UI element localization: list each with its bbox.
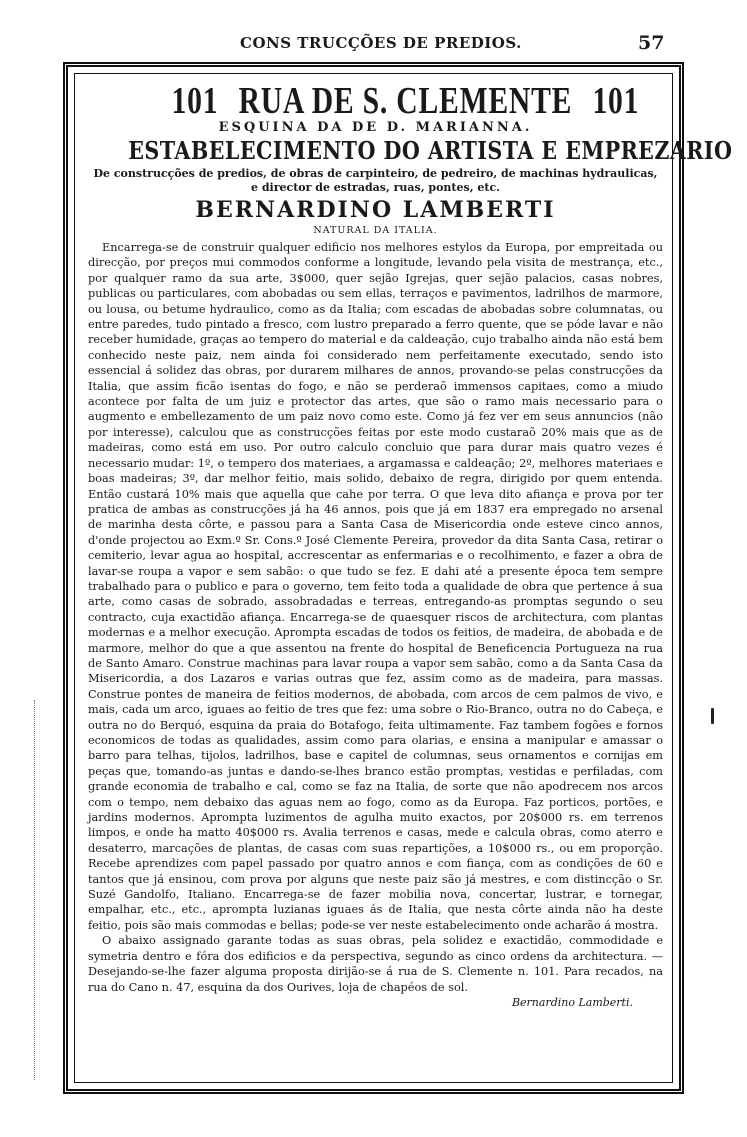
- establishment-description: De construcções de predios, de obras de carpinteiro, de pedreiro, de machinas hydraulicas, e director de estradas, ruas, pontes, etc.: [93, 167, 658, 194]
- running-head-title: CONS TRUCÇÕES DE PREDIOS.: [240, 34, 522, 52]
- advert-frame: [63, 62, 733, 1094]
- page-number: 57: [638, 32, 665, 54]
- margin-speckle: [34, 700, 36, 1080]
- advert-content: [88, 80, 733, 1077]
- running-head: [0, 34, 747, 56]
- address-heading: [151, 80, 640, 122]
- establishment-heading: ESTABELECIMENTO DO ARTISTA E EMPREZARIO: [128, 136, 733, 165]
- signature: Bernardino Lamberti.: [511, 995, 633, 1009]
- address-number-right: 101: [592, 80, 640, 122]
- address-number-left: 101: [171, 80, 219, 122]
- advert-body: [88, 240, 663, 995]
- address-street: RUA DE S. CLEMENTE: [238, 80, 573, 122]
- body-paragraph-1: Encarrega-se de construir qualquer edificio nos melhores estylos da Europa, por empreitada ou direcção, por preços mui commodos conforme a longitude, levando pela visita de mestrança, etc., por qualquer ramo da sua arte, 3$000, quer sejão Igrejas, quer sejão palacios, casas nobres, publicas ou particulares, com abobadas ou sem ellas, terraços e pavimentos, ladrilhos de marmore, ou lousa, ou betume hydraulico, como as da Italia; com escadas de abobadas sobre columnatas, ou entre paredes, tudo pintado a fresco, com lustro preparado a ferro quente, que se póde lavar e não receber humidade, graças ao tempero do material e da caldeação, cujo trabalho ainda não está bem conhecido neste paiz, nem ainda foi considerado nem perfeitamente executado, sendo isto essencial á solidez das obras, por durarem milhares de annos, provando-se pelas construcções da Italia, que assim ficão isentas do fogo, e não se perderaõ immensos capitaes, como a miudo acontece por falta de um juiz e protector das artes, que são o ramo mais necessario para o augmento e embellezamento de um paiz novo como este. Como já fez ver em seus annuncios (não por interesse), calculou que as construcções feitas por este modo custaraõ 20% mais que as de madeiras, como está em uso. Por outro calculo concluio que para durar mais quatro vezes é necessario mudar: 1º, o tempero dos materiaes, a argamassa e caldeação; 2º, melhores materiaes e boas madeiras; 3º, dar melhor feitio, mais solido, debaixo de regra, dirigido por quem entenda. Então custará 10% mais que aquella que cahe por terra. O que leva dito afiança e prova por ter pratica de ambas as construcções já ha 46 annos, pois que já em 1837 era empregado no arsenal de marinha desta côrte, e passou para a Santa Casa de Misericordia onde esteve cinco annos, d'onde projectou ao Exm.º Sr. Cons.º José Clemente Pereira, provedor da dita Santa Casa, retirar o cemiterio, levar agua ao hospital, accrescentar as enfermarias e o recolhimento, e fazer a obra de lavar-se roupa a vapor e sem sabão: o que tudo se fez. E dahi até a presente época tem sempre trabalhado para o publico e para o governo, tem feito toda a qualidade de obra que pertence á sua arte, como casas de sobrado, assobradadas e terreas, entregando-as promptas segundo o seu contracto, cuja exactidão afiança. Encarrega-se de quaesquer riscos de architectura, com plantas modernas e a melhor execução. Apromptа escadas de todos os feitios, de madeira, de abobada e de marmore, melhor do que a que assentou na frente do hospital de Beneficencia Portugueza na rua de Santo Amaro. Construe machinas para lavar roupa a vapor sem sabão, como a da Santa Casa da Misericordia, a dos Lazaros e varias outras que fez, assim como as de madeira, para massas. Construe pontes de maneira de feitios modernos, de abobada, com arcos de cem palmos de vivo, e mais, cada um arco, iguaes ao feitio de tres que fez: uma sobre o Rio-Branco, outra no do Cabeça, e outra no do Berquó, esquina da praia do Botafogo, feita ultimamente. Faz tambem fogões e fornos economicos de todas as qualidades, assim como para olarias, e ensina a manipular e amassar o barro para telhas, tijolos, ladrilhos, base e capitel de columnas, seus ornamentos e cornijas em peças que, tomando-as juntas e dando-se-lhes branco estão promptas, vestidas e perfiladas, com grande economia de trabalho e cal, como se faz na Italia, de sorte que não apodrecem nos arcos com o tempo, nem debaixo das aguas nem ao fogo, como as da Europa. Faz porticos, portões, e jardins modernos. Apromptа luzimentos de agulha muito exactos, por 20$000 rs. em terrenos limpos, e onde ha matto 40$000 rs. Avalia terrenos e casas, mede e calcula obras, como aterro e desaterro, marcações de plantas, de casas com suas repartições, a 10$000 rs., ou em proporção. Recebe aprendizes com papel passado por quatro annos e com fiança, com as condições de 60 e tantos que já ensinou, com prova por alguns que neste paiz são já mestres, e com distincção o Sr. Suzé Gandolfo, Italiano. Encarrega-se de fazer mobilia nova, concertar, lustrar, e tornegar, empalhar, etc., etc., apromptа luzianas iguaes ás de Italia, que nesta côrte ainda não ha deste feitio, pois são mais commodas e bellas; pode-se ver neste estabelecimento onde acharão á mostra.: [88, 241, 663, 932]
- corner-subheading: ESQUINA DA DE D. MARIANNA.: [218, 120, 533, 135]
- proprietor-name: BERNARDINO LAMBERTI: [195, 197, 556, 223]
- nationality-line: NATURAL DA ITALIA.: [313, 225, 438, 236]
- margin-ink-mark: [711, 708, 714, 724]
- body-paragraph-2: O abaixo assignado garante todas as suas obras, pela solidez e exactidão, commodidade e symetria dentro e fóra dos edificios e da perspectiva, segundo as cinco ordens da architectura. — Desejando-se-lhe fazer alguma proposta dirijão-se á rua de S. Clemente n. 101. Para recados, na rua do Cano n. 47, esquina da dos Ourives, loja de chapéos de sol.: [88, 934, 663, 994]
